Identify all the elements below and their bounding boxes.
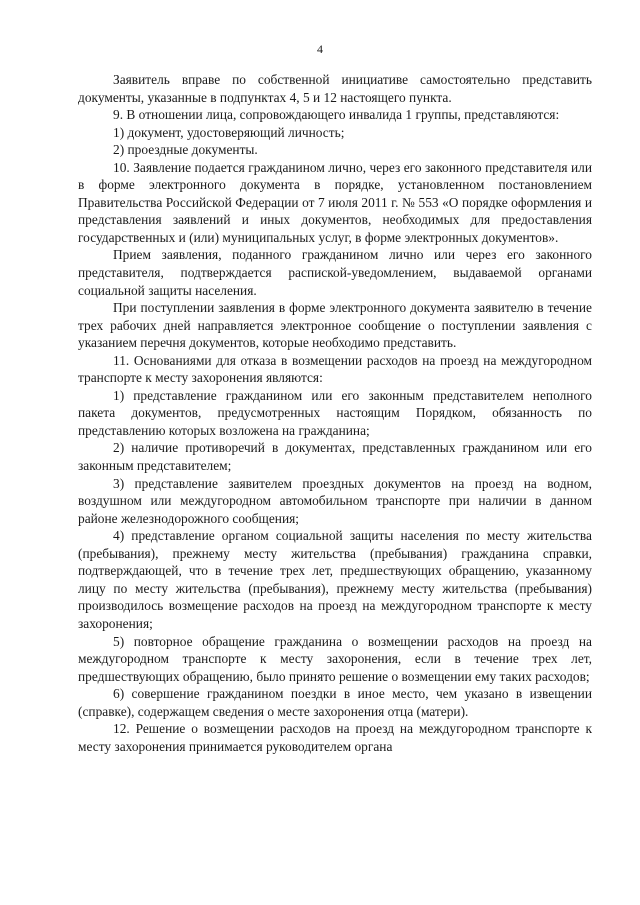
page-number: 4 — [317, 42, 323, 56]
paragraph: 3) представление заявителем проездных документов на проезд на водном, воздушном или междугородном автомобильном транспорте при наличии в данном районе железнодорожного сообщения; — [78, 475, 592, 526]
paragraph: 10. Заявление подается гражданином лично, через его законного представителя или в форме электронного документа в порядке, установленном постановлением Правительства Российской Федерации от 7 июля 2011 г. № 553 «О порядке оформления и представления заявлений и иных документов, необходимых для предоставления государственных и (или) муниципальных услуг, в форме электронных документов». — [78, 159, 592, 245]
paragraph: 2) проездные документы. — [113, 142, 258, 158]
paragraph: При поступлении заявления в форме электронного документа заявителю в течение трех рабочих дней направляется электронное сообщение о поступлении заявления с указанием перечня документов, которые необходимо представить. — [78, 300, 592, 351]
paragraph: 5) повторное обращение гражданина о возмещении расходов на проезд на междугородном транспорте к месту захоронения, если в течение трех лет, предшествующих обращению, было принято решение о возмещении ему таких расходов; — [78, 633, 592, 684]
paragraph: 6) совершение гражданином поездки в иное место, чем указано в извещении (справке), содержащем сведения о месте захоронения отца (матери). — [78, 686, 592, 719]
paragraph: Прием заявления, поданного гражданином лично или через его законного представителя, подтверждается распиской-уведомлением, выдаваемой органами социальной защиты населения. — [78, 247, 592, 298]
paragraph: 9. В отношении лица, сопровождающего инвалида 1 группы, представляются: — [113, 107, 560, 123]
paragraph: 1) представление гражданином или его законным представителем неполного пакета документов, предусмотренных настоящим Порядком, обязанность по представлению которых возложена на гражданина; — [78, 387, 592, 438]
paragraph: 11. Основаниями для отказа в возмещении расходов на проезд на междугородном транспорте к месту захоронения являются: — [78, 352, 592, 386]
paragraph: Заявитель вправе по собственной инициативе самостоятельно представить документы, указанные в подпунктах 4, 5 и 12 настоящего пункта. — [78, 72, 592, 105]
paragraph: 12. Решение о возмещении расходов на проезд на междугородном транспорте к месту захоронения принимается руководителем органа — [78, 721, 592, 754]
paragraph: 2) наличие противоречий в документах, представленных гражданином или его законным представителем; — [78, 440, 592, 474]
document-body — [78, 71, 592, 755]
paragraph: 1) документ, удостоверяющий личность; — [113, 124, 345, 140]
paragraph: 4) представление органом социальной защиты населения по месту жительства (пребывания), прежнему месту жительства (пребывания) гражданина справки, подтверждающей, что в течение трех лет, предшествующих обращению, указанному лицу по месту жительства (пребывания), прежнему месту жительства (пребывания) производилось возмещение расходов на проезд на междугородном транспорте к месту захоронения; — [78, 528, 592, 631]
